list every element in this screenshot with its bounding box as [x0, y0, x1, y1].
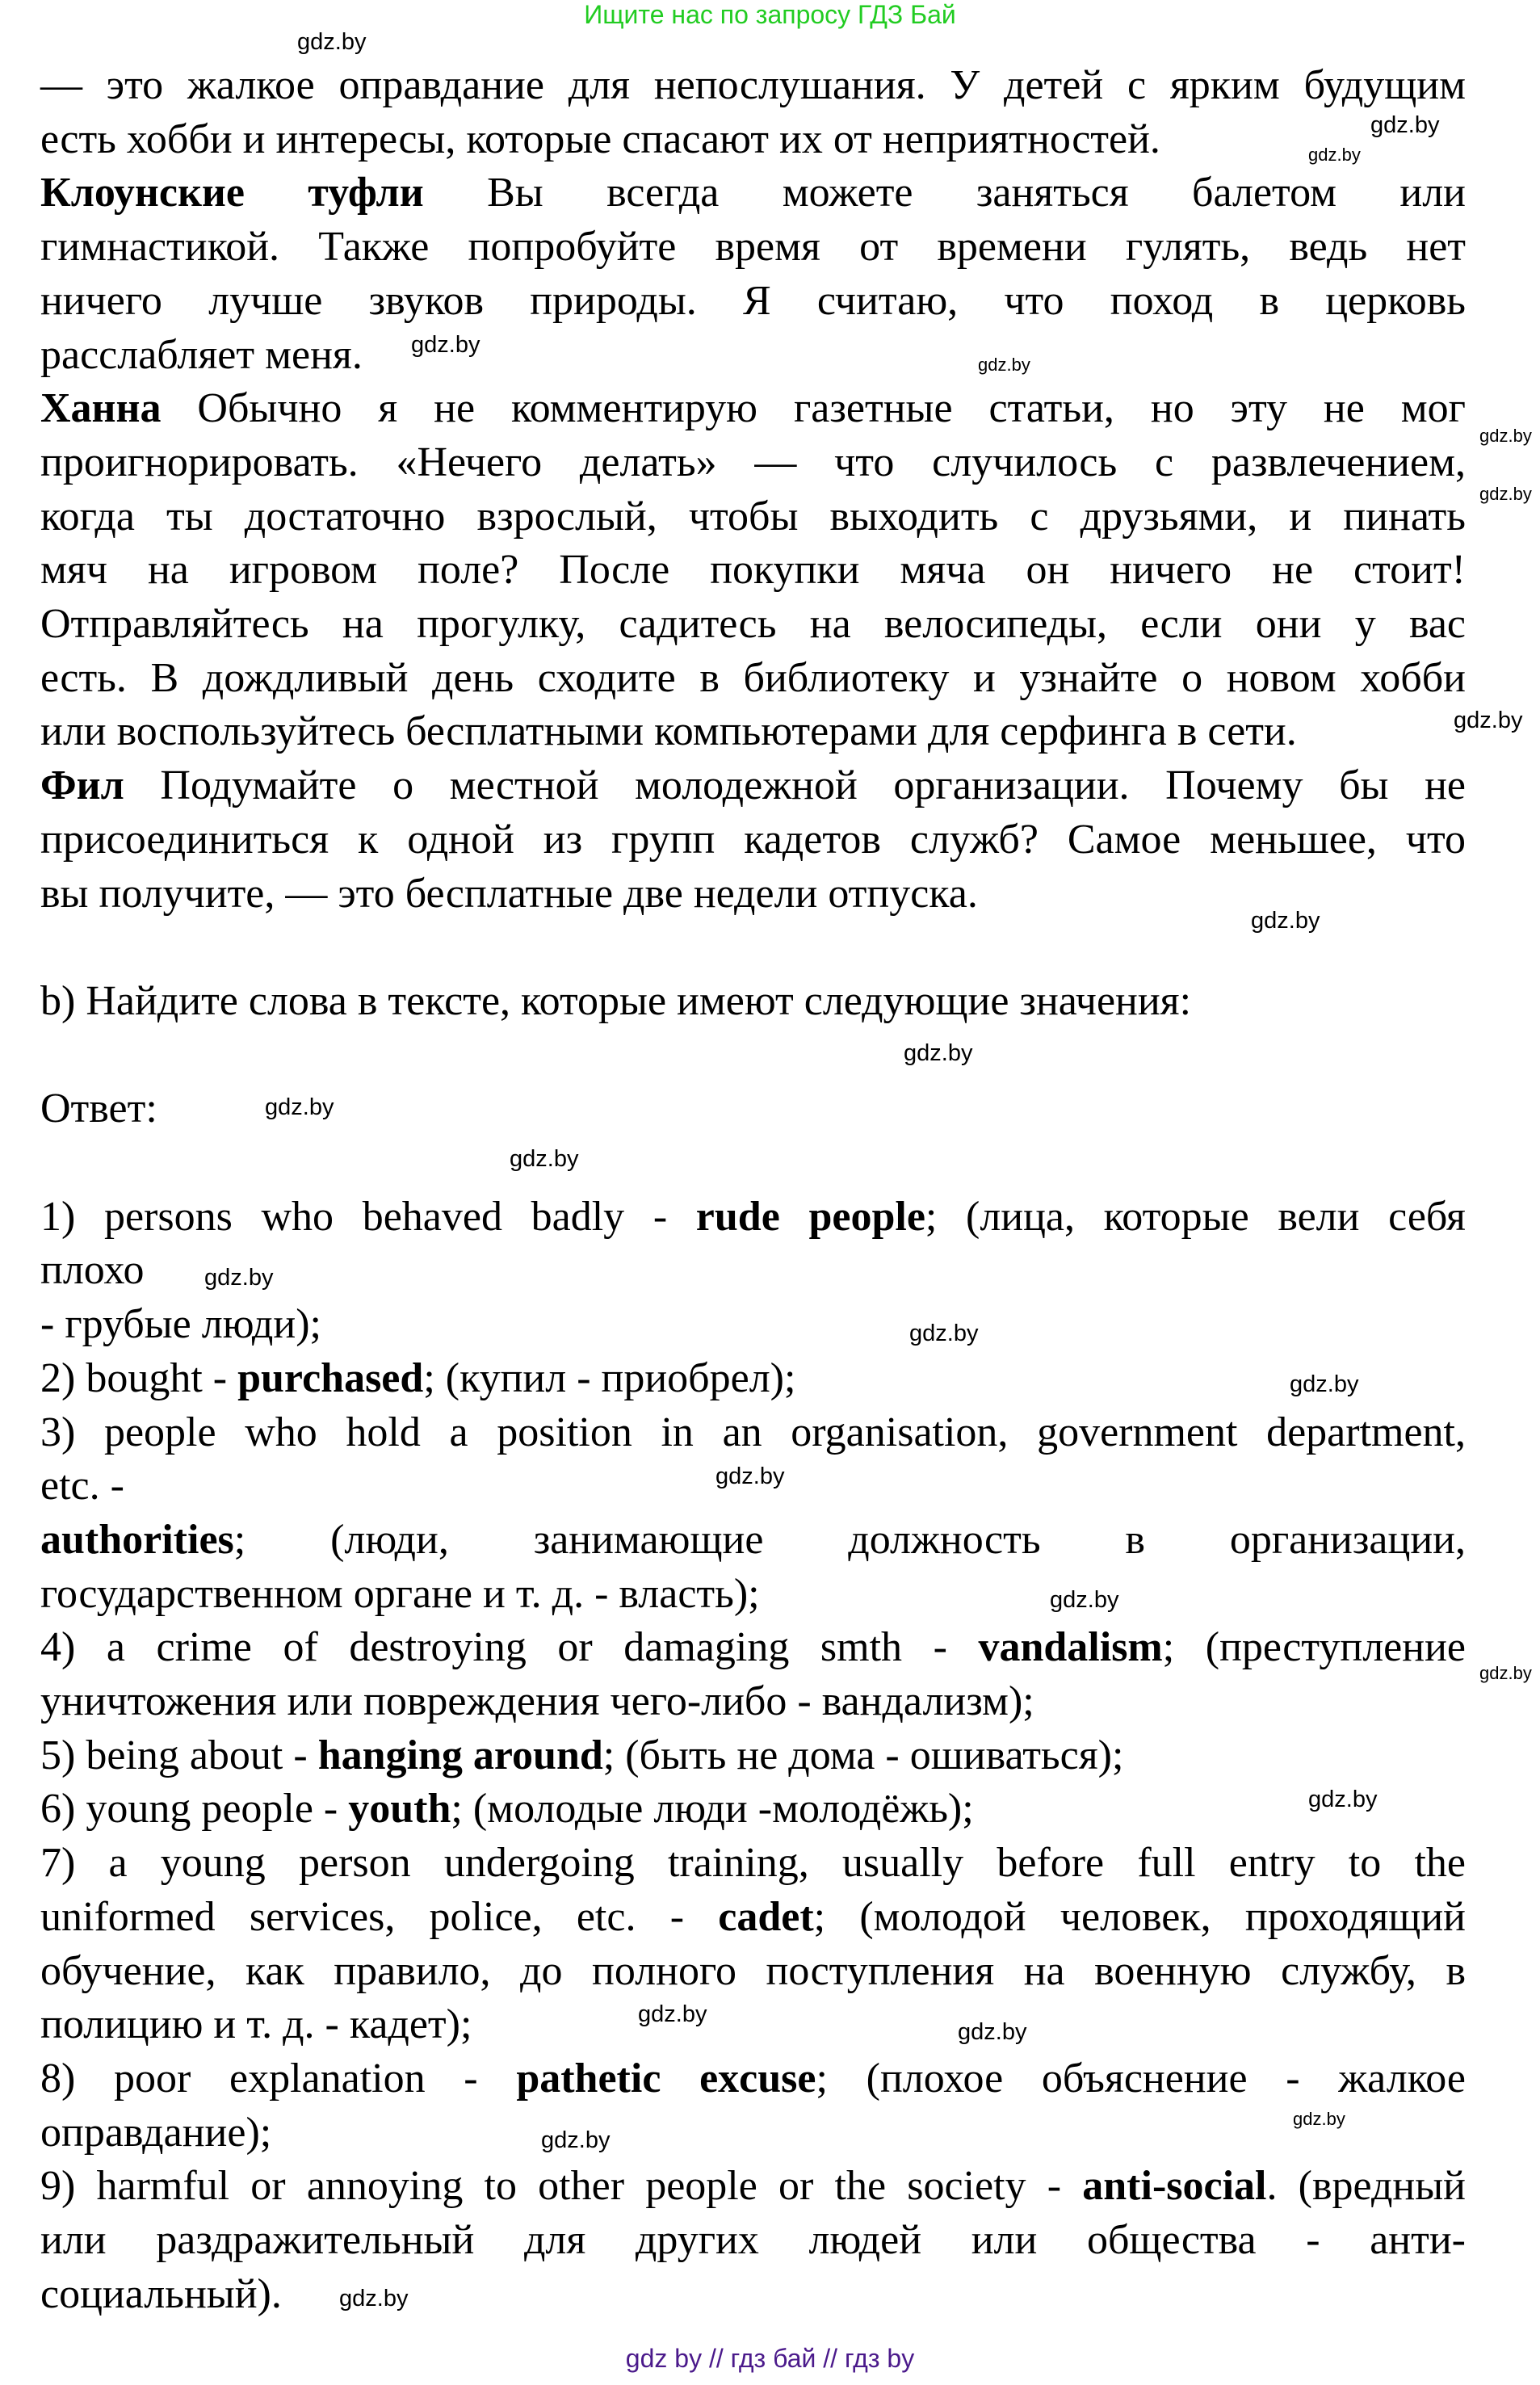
- text-segment: ; (быть не дома - ошиваться);: [602, 1732, 1124, 1778]
- text-segment: оправдание);: [40, 2109, 272, 2156]
- text-segment: etc. -: [40, 1463, 124, 1510]
- text-segment: есть хобби и интересы, которые спасают их от неприятностей.: [40, 115, 1160, 162]
- text-line: [40, 1836, 1466, 1890]
- text-line: [40, 1782, 974, 1836]
- text-line: [40, 220, 1466, 274]
- text-line: [40, 597, 1466, 651]
- watermark: gdz.by: [1050, 1587, 1119, 1613]
- text-line: [40, 974, 1191, 1028]
- text-segment: uniformed services, police, etc. -: [40, 1893, 719, 1940]
- watermark: gdz.by: [715, 1463, 785, 1489]
- text-segment: ; (люди, занимающие должность в организации,: [233, 1516, 1466, 1563]
- watermark: gdz.by: [978, 355, 1030, 375]
- watermark: gdz.by: [339, 2286, 409, 2312]
- text-line: [40, 1081, 157, 1136]
- text-segment: Обычно я не комментирую газетные статьи, но эту не мог: [161, 385, 1466, 432]
- text-segment: расслабляет меня.: [40, 331, 363, 378]
- watermark: gdz.by: [411, 332, 480, 358]
- text-segment: 7) a young person undergoing training, usually before full entry to the: [40, 1840, 1466, 1887]
- text-segment: Подумайте о местной молодежной организации. Почему бы не: [124, 762, 1466, 809]
- text-line: [40, 758, 1466, 812]
- text-segment: государственном органе и т. д. - власть);: [40, 1570, 760, 1617]
- text-segment: 4) a crime of destroying or damaging smth -: [40, 1624, 979, 1671]
- text-line: [40, 112, 1160, 166]
- text-line: [40, 1944, 1466, 1998]
- text-line: [40, 704, 1297, 758]
- bold-term: rude people: [695, 1193, 925, 1240]
- watermark: gdz.by: [1370, 112, 1440, 138]
- text-segment: или раздражительный для других людей или общества - анти-: [40, 2217, 1466, 2263]
- text-line: [40, 1728, 1123, 1782]
- text-line: [40, 2267, 282, 2321]
- text-segment: ; (купил - приобрел);: [423, 1354, 796, 1401]
- text-line: [40, 58, 1466, 112]
- text-line: [40, 1190, 1466, 1244]
- text-line: [40, 435, 1466, 489]
- text-line: [40, 2051, 1466, 2106]
- text-line: [40, 867, 978, 921]
- bold-term: vandalism: [978, 1624, 1163, 1671]
- text-segment: ; (лица, которые вели себя: [925, 1193, 1466, 1240]
- bold-term: purchased: [237, 1354, 424, 1401]
- text-segment: обучение, как правило, до полного поступления на военную службу, в: [40, 1947, 1466, 1994]
- text-line: [40, 543, 1466, 597]
- text-line: [40, 2159, 1466, 2213]
- text-line: [40, 2213, 1466, 2267]
- text-segment: гимнастикой. Также попробуйте время от времени гулять, ведь нет: [40, 224, 1466, 271]
- text-segment: или воспользуйтесь бесплатными компьютерами для серфинга в сети.: [40, 708, 1297, 755]
- watermark: gdz.by: [1251, 908, 1320, 934]
- text-line: [40, 1459, 124, 1513]
- watermark: gdz.by: [1293, 2109, 1345, 2129]
- text-segment: Вы всегда можете заняться балетом или: [423, 170, 1466, 216]
- watermark: gdz.by: [1479, 1663, 1532, 1683]
- text-segment: 3) people who hold a position in an organisation, government department,: [40, 1409, 1466, 1455]
- text-line: [40, 274, 1466, 328]
- text-segment: ; (молодые люди -молодёжь);: [451, 1786, 974, 1833]
- text-segment: b) Найдите слова в тексте, которые имеют следующие значения:: [40, 977, 1192, 1024]
- text-line: [40, 1620, 1466, 1674]
- text-line: [40, 812, 1466, 867]
- bold-term: authorities: [40, 1516, 234, 1563]
- watermark: gdz.by: [204, 1265, 274, 1291]
- bold-term: cadet: [718, 1893, 814, 1940]
- text-segment: 8) poor explanation -: [40, 2055, 517, 2102]
- text-segment: Ответ:: [40, 1085, 157, 1132]
- bold-term: Фил: [40, 762, 124, 809]
- text-line: [40, 166, 1466, 220]
- text-line: [40, 2106, 271, 2160]
- text-segment: 9) harmful or annoying to other people or the society -: [40, 2163, 1083, 2210]
- bold-term: anti-social: [1082, 2163, 1267, 2210]
- footer-links[interactable]: gdz by // гдз бай // гдз by: [625, 2344, 915, 2373]
- text-line: [40, 1243, 145, 1297]
- watermark: gdz.by: [1479, 426, 1532, 446]
- text-segment: есть. В дождливый день сходите в библиотеку и узнайте о новом хобби: [40, 654, 1466, 701]
- text-segment: присоединиться к одной из групп кадетов служб? Самое меньшее, что: [40, 816, 1466, 863]
- text-segment: ничего лучше звуков природы. Я считаю, что поход в церковь: [40, 277, 1466, 324]
- text-segment: проигнорировать. «Нечего делать» — что случилось с развлечением,: [40, 439, 1466, 485]
- text-segment: 2) bought -: [40, 1354, 238, 1401]
- bold-term: Ханна: [40, 385, 162, 432]
- text-segment: Отправляйтесь на прогулку, садитесь на велосипеды, если они у вас: [40, 601, 1466, 647]
- text-segment: 6) young people -: [40, 1786, 349, 1833]
- bold-term: hanging around: [317, 1732, 603, 1778]
- watermark: gdz.by: [904, 1040, 973, 1066]
- text-line: [40, 1997, 472, 2051]
- text-segment: - грубые люди);: [40, 1301, 321, 1348]
- text-segment: . (вредный: [1266, 2163, 1466, 2210]
- text-line: [40, 1513, 1466, 1567]
- text-line: [40, 489, 1466, 544]
- text-segment: — это жалкое оправдание для непослушания. У детей с ярким будущим: [40, 62, 1466, 108]
- text-segment: мяч на игровом поле? После покупки мяча он ничего не стоит!: [40, 547, 1466, 594]
- text-segment: социальный).: [40, 2270, 282, 2317]
- text-line: [40, 381, 1466, 435]
- bold-term: pathetic excuse: [516, 2055, 816, 2102]
- watermark: gdz.by: [1308, 145, 1361, 165]
- text-segment: полицию и т. д. - кадет);: [40, 2001, 472, 2048]
- watermark: gdz.by: [297, 29, 367, 55]
- text-segment: вы получите, — это бесплатные две недели отпуска.: [40, 870, 978, 917]
- bold-term: Клоунские туфли: [40, 170, 424, 216]
- watermark: gdz.by: [265, 1094, 334, 1120]
- watermark: gdz.by: [541, 2127, 611, 2153]
- text-segment: уничтожения или повреждения чего-либо - вандализм);: [40, 1678, 1034, 1724]
- watermark: gdz.by: [909, 1321, 979, 1346]
- text-line: [40, 1674, 1034, 1728]
- text-line: [40, 1351, 795, 1405]
- text-segment: 5) being about -: [40, 1732, 318, 1778]
- watermark: gdz.by: [510, 1146, 579, 1172]
- text-line: [40, 328, 363, 382]
- text-segment: 1) persons who behaved badly -: [40, 1193, 696, 1240]
- text-line: [40, 1890, 1466, 1944]
- watermark: gdz.by: [1290, 1371, 1359, 1397]
- text-segment: ; (плохое объяснение - жалкое: [816, 2055, 1466, 2102]
- text-line: [40, 1405, 1466, 1459]
- watermark: gdz.by: [638, 2001, 707, 2027]
- watermark: gdz.by: [958, 2019, 1027, 2045]
- text-segment: когда ты достаточно взрослый, чтобы выходить с друзьями, и пинать: [40, 493, 1466, 540]
- text-line: [40, 651, 1466, 705]
- text-segment: плохо: [40, 1247, 145, 1294]
- search-banner: Ищите нас по запросу ГДЗ Бай: [584, 0, 956, 29]
- bold-term: youth: [348, 1786, 451, 1833]
- text-segment: ; (преступление: [1162, 1624, 1466, 1671]
- text-line: [40, 1297, 321, 1351]
- text-line: [40, 1567, 760, 1621]
- watermark: gdz.by: [1454, 708, 1523, 733]
- text-segment: ; (молодой человек, проходящий: [813, 1893, 1467, 1940]
- watermark: gdz.by: [1479, 484, 1532, 504]
- watermark: gdz.by: [1308, 1787, 1378, 1812]
